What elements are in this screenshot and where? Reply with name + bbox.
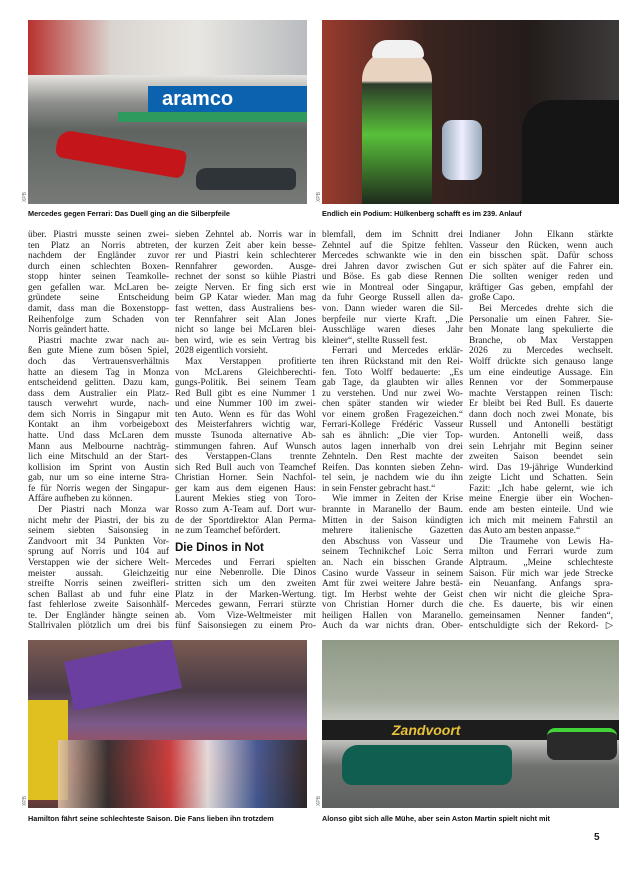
text-line: stopp hinter seinen Teamkolle-	[28, 272, 169, 283]
text-line: Rosso zum A-Team auf. Dort wur-	[175, 505, 316, 516]
text-line: des Verstappen-Clans trennte	[175, 452, 316, 463]
article-paragraph	[469, 304, 613, 537]
text-line: hatte an diesem Tag in Monza	[28, 367, 169, 378]
text-line: zweiten Saison beendet sein	[469, 452, 613, 463]
text-line: Reihenfolge zum Schaden von	[28, 314, 169, 325]
text-line: nicht so lange bei McLaren blei-	[175, 325, 316, 336]
text-line: mehrere italienische Gazetten	[322, 526, 463, 537]
text-line: der kurzen Zeit aber kein besse-	[175, 240, 316, 251]
text-line: milton und Ferrari wurde zum	[469, 547, 613, 558]
section-heading: Die Dinos in Not	[175, 541, 264, 554]
text-line: Zehnteln. Den Rest machte der	[322, 452, 463, 463]
text-line: gab Tage, da glaubten wir alles	[322, 378, 463, 389]
text-line: beim GP Katar wieder. Man mag	[175, 293, 316, 304]
ferrari-car	[55, 129, 188, 179]
text-line: Piastri machte zwar nach au-	[38, 335, 169, 346]
article-paragraph	[322, 346, 463, 494]
text-line: Mercedes und Ferrari spielten	[175, 557, 316, 568]
text-line: nur eine Nebenrolle. Die Dinos	[175, 568, 316, 579]
text-line: entscheidend gelitten. Dazu kam,	[28, 378, 169, 389]
photo-caption: Hamilton fährt seine schlechteste Saison. Die Fans lieben ihn trotzdem	[28, 814, 274, 823]
text-line: Mercedes schwankte wie in den	[322, 251, 463, 262]
text-line: fünf Saisonsiegen zu einem Pro-	[175, 621, 316, 632]
text-line: Casino wurde Vasseur in seinem	[322, 568, 463, 579]
text-line: te. Der Engländer hängte seinen	[28, 610, 169, 621]
text-line: machte Verstappen reinen Tisch:	[469, 388, 613, 399]
text-line: vor einem großen Fragezeichen.“	[322, 409, 463, 420]
text-line: ben Monate lang spekulierte die	[469, 325, 613, 336]
text-line: fast fehlerlose zweite Saisonhälf-	[28, 600, 169, 611]
zandvoort-barrier: Zandvoort	[322, 720, 619, 740]
text-line: Rennen vor der Sommerpause	[469, 378, 613, 389]
text-line: da fuhr George Russell allen da-	[322, 293, 463, 304]
text-line: stimmungen fahren. Auf Wunsch	[175, 441, 316, 452]
text-line: Die Traumehe von Lewis Ha-	[479, 536, 613, 547]
text-line: Ausschläge waren dieses Jahr	[322, 325, 463, 336]
text-line: Saison. Für mich war jede Strecke	[469, 568, 613, 579]
text-line: Affäre aufheben zu können.	[28, 494, 133, 505]
article-paragraph	[175, 357, 316, 537]
text-line: in sein Fenster gebracht hast.“	[322, 483, 436, 494]
photo-alonso-aston-martin	[322, 640, 619, 808]
text-line: wurden. Antonelli weiß, dass	[469, 430, 613, 441]
text-line: stritten sich um den zweiten	[175, 578, 316, 589]
text-line: gründete seine Entscheidung	[28, 293, 169, 304]
text-line: meine Energie über ein Wochen-	[469, 494, 613, 505]
text-line: musste Tsunoda alternative Ab-	[175, 430, 316, 441]
text-line: ger kam aus dem eigenen Haus:	[175, 483, 316, 494]
text-line: Mitten in der Saison kündigten	[322, 515, 463, 526]
photo-credit: XPB	[22, 191, 28, 202]
text-line: ein Neuanfang. Anfangs spra-	[469, 579, 613, 590]
text-line: Indianer John Elkann stärkte	[469, 230, 613, 240]
text-line: Laurent Mekies stieg von Toro-	[175, 494, 316, 505]
trophy	[442, 120, 482, 180]
photo-hamilton-fans	[28, 640, 307, 808]
text-line: Amt für zwei weitere Jahre bestä-	[322, 579, 463, 590]
photo-caption: Alonso gibt sich alle Mühe, aber sein Aston Martin spielt nicht mit	[322, 814, 550, 823]
text-line: Christian Horner. Sein Nachfol-	[175, 473, 316, 484]
text-line: brannte in Maranello der Baum.	[322, 505, 463, 516]
text-line: Zandvoort mit 34 Punkten Vor-	[28, 536, 169, 547]
text-line: Red Bull gibt es eine Nummer 1	[175, 388, 316, 399]
text-line: Vasseur den Rücken, wenn auch	[469, 240, 613, 251]
article-column-2	[175, 230, 316, 632]
text-line: er sich später auf die Fahrer ein.	[469, 261, 613, 272]
text-line: ßen gute Miene zum bösen Spiel,	[28, 346, 169, 357]
driver-figure	[362, 50, 432, 204]
text-line: Mercedes gewann, Ferrari stürzte	[175, 600, 316, 611]
text-line: Er bleibt bei Red Bull. Es dauerte	[469, 399, 613, 410]
text-line: streifte Norris seinen zweifleri-	[28, 579, 169, 590]
article-column-4	[469, 230, 613, 632]
text-line: ein bisschen spät. Dafür schoss	[469, 251, 613, 262]
text-line: über. Piastri musste seinen zwei-	[28, 230, 169, 240]
page-number: 5	[594, 832, 600, 843]
sauber-car	[547, 728, 617, 760]
text-line: fen. Toto Wolff bedauerte: „Es	[322, 367, 463, 378]
text-line: Rennfahrer geworden. Ausge-	[175, 261, 316, 272]
text-line: durch einen schlechten Boxen-	[28, 261, 169, 272]
green-barrier	[118, 112, 307, 122]
text-line: und Böse. Es gab diese Rennen	[322, 272, 463, 283]
text-line: seinem siebten Saisonsieg in	[28, 526, 169, 537]
text-line: nachdem der Engländer zuvor	[28, 251, 169, 262]
text-line: kräftiger Gas geben, empfahl der	[469, 282, 613, 293]
text-line: von Christian Horner durch die	[322, 600, 463, 611]
text-line: sah es ähnlich: „Die vier Top-	[322, 430, 463, 441]
text-line: seinem Technikchef Loic Serra	[322, 547, 463, 558]
text-line: und eine Nummer 100 im zwei-	[175, 399, 316, 410]
cap	[372, 40, 424, 58]
text-line: hatte. Und dass McLaren dem	[28, 430, 169, 441]
article-paragraph	[322, 230, 463, 346]
text-line: von McLarens Gleichberechti-	[175, 367, 316, 378]
photo-mercedes-ferrari	[28, 20, 307, 204]
text-line: wie in Montreal oder Singapur,	[322, 282, 463, 293]
article-paragraph	[175, 230, 316, 357]
text-line: ich mich mit meinem Fahrstil an	[469, 515, 613, 526]
text-line: autos lagen innerhalb von drei	[322, 441, 463, 452]
text-line: den Abschuss von Vasseur und	[322, 536, 463, 547]
text-line: tigt. Im Herbst wehte der Geist	[322, 589, 463, 600]
flag-purple	[64, 640, 182, 711]
text-line: Wolff drückte sich genauso lange	[469, 356, 613, 367]
photo-caption: Endlich ein Podium: Hülkenberg schafft es im 239. Anlauf	[322, 209, 522, 218]
grandstand	[28, 20, 307, 75]
text-line: Verstappen wie der sichere Welt-	[28, 557, 169, 568]
text-line: gungs-Politik. Bei seinem Team	[175, 378, 316, 389]
aston-martin-car	[342, 745, 512, 785]
text-line: Branche, ob Max Verstappen	[469, 335, 613, 346]
text-line: doch das Vertrauensverhältnis	[28, 356, 169, 367]
text-line: gab, nur um so eine interne Stra-	[28, 473, 169, 484]
text-line: tausch verwehrt wurde, nach-	[28, 399, 169, 410]
text-line: wird. Das 19-jährige Wunderkind	[469, 462, 613, 473]
text-line: drei Jahren davor zwischen Gut	[322, 261, 463, 272]
text-line: gen gefallen war. McLaren be-	[28, 282, 169, 293]
text-line: zeigte Nerven. Er fing sich erst	[175, 282, 316, 293]
text-line: de der Sportdirektor Alan Perma-	[175, 515, 316, 526]
text-line: nicht mehr der Piastri, der bis zu	[28, 515, 169, 526]
text-line: ab. Vom Vize-Weltmeister mit	[175, 610, 316, 621]
photo-caption: Mercedes gegen Ferrari: Das Duell ging an die Silberpfeile	[28, 209, 230, 218]
text-line: heiligen Hallen von Maranello.	[322, 610, 463, 621]
text-line: gemeinsamen Nenner fanden“,	[469, 610, 613, 621]
text-line: ter Rennfahrer seit Alan Jones	[175, 314, 316, 325]
text-line: Zehntel auf die Spitze fehlten.	[322, 240, 463, 251]
text-line: fast wetten, dass Australiens bes-	[175, 304, 316, 315]
text-line: Bei Mercedes drehte sich die	[479, 304, 613, 315]
text-line: zu verstehen. Und nur zwei Wo-	[322, 388, 463, 399]
text-line: Ferrari und Mercedes erklär-	[332, 346, 463, 357]
text-line: rechnet der sonst so kühle Piastri	[175, 272, 316, 283]
text-line: Mann aus Melbourne nachträg-	[28, 441, 169, 452]
text-line: damit, dass man die Boxenstopp-	[28, 304, 169, 315]
text-line: dass dem Australier ein Platz-	[28, 388, 169, 399]
text-line: dann doch noch zwei Monate, bis	[469, 409, 613, 420]
article-paragraph	[28, 230, 169, 336]
text-line: sieben Zehntel ab. Norris war in	[175, 230, 316, 240]
aramco-banner: aramco	[148, 86, 307, 112]
text-line: Fazit: „Ich habe gelernt, wie ich	[469, 483, 613, 494]
text-line: ben wird, wie es sein Vertrag bis	[175, 335, 316, 346]
text-line: Russell und Antonelli bestätigt	[469, 420, 613, 431]
text-line: das Auto am besten anpasse.“	[469, 526, 581, 537]
photo-credit: XPB	[22, 795, 28, 806]
text-line: Max Verstappen profitierte	[185, 356, 316, 367]
text-line: berpfeile nur vierte Kraft. „Die	[322, 314, 463, 325]
mercedes-car	[196, 168, 296, 190]
article-column-3	[322, 230, 463, 632]
text-line: Die sollten weniger reden und	[469, 272, 613, 283]
photo-huelkenberg-podium	[322, 20, 619, 204]
text-line: ten ihren Rückstand mit den Rei-	[322, 356, 463, 367]
camera-operator	[522, 100, 619, 204]
text-line: entschuldigte sich der Rekord- ▷	[469, 621, 613, 632]
text-line: 2026 zu Mercedes wechselt.	[469, 346, 613, 357]
text-line: um eine eindeutige Aussage. Ein	[469, 367, 613, 378]
text-line: ten Auto. Wenn es für das Wohl	[175, 409, 316, 420]
text-line: Personalie um einen Fahrer. Sie-	[469, 314, 613, 325]
text-line: große Capo.	[469, 293, 515, 304]
text-line: schen Ballast ab und fuhr eine	[28, 589, 169, 600]
text-line: ne zum Teamchef befördert.	[175, 526, 281, 537]
text-line: Stallrivalen plötzlich um drei bis	[28, 621, 169, 632]
text-line: blemfall, dem im Schnitt drei	[322, 230, 463, 240]
text-line: dem sich Norris in Singapur mit	[28, 409, 169, 420]
text-line: tel sein, je nachdem wie du ihn	[322, 473, 463, 484]
text-line: Kontakt an ihm vorbeigeboxt	[28, 420, 169, 431]
text-line: fe für Norris wegen der Singapur-	[28, 483, 169, 494]
text-line: che. Es dauerte, bis wir einen	[469, 600, 613, 611]
article-paragraph	[175, 558, 316, 632]
text-line: chen später standen wir wieder	[322, 399, 463, 410]
text-line: Norris geändert hatte.	[28, 325, 110, 336]
text-line: sprung auf Norris und 104 auf	[28, 547, 169, 558]
photo-credit: XPB	[316, 191, 322, 202]
text-line: lich eine Mitschuld an der Start-	[28, 452, 169, 463]
text-line: an. Nach ein bisschen Grande	[322, 557, 463, 568]
article-paragraph	[28, 336, 169, 505]
text-line: des Meisterfahrers wichtig war,	[175, 420, 316, 431]
text-line: kollision im Sprint von Austin	[28, 462, 169, 473]
text-line: Alptraum. „Meine schlechteste	[469, 557, 613, 568]
text-line: Wie immer in Zeiten der Krise	[332, 494, 463, 505]
text-line: von. Dann wieder waren die Sil-	[322, 304, 463, 315]
text-line: chen wir nicht die gleiche Spra-	[469, 589, 613, 600]
article-paragraph	[469, 537, 613, 632]
text-line: ende am besten einteile. Und wie	[469, 505, 613, 516]
text-line: zeigte Licht und Schatten. Sein	[469, 473, 613, 484]
text-line: sein Lehrjahr mit Beginn seiner	[469, 441, 613, 452]
text-line: kleiner“, stellte Russell fest.	[322, 335, 428, 346]
text-line: Ferrari-Kollege Frédéric Vasseur	[322, 420, 463, 431]
text-line: meister aussah. Gleichzeitig	[28, 568, 169, 579]
text-line: rer und Piastri kein schlechterer	[175, 251, 316, 262]
article-paragraph	[28, 505, 169, 632]
text-line: Der Piastri nach Monza war	[38, 505, 169, 516]
text-line: Auch da war nichts dran. Ober-	[322, 621, 463, 632]
article-column-1	[28, 230, 169, 632]
photo-credit: XPB	[316, 795, 322, 806]
article-paragraph	[469, 230, 613, 304]
article-paragraph	[322, 494, 463, 632]
text-line: Reifen. Das konnten sieben Zehn-	[322, 462, 463, 473]
fan-crowd	[58, 740, 307, 808]
text-line: sich Red Bull auch von Teamchef	[175, 462, 316, 473]
text-line: 2028 eigentlich vorsieht.	[175, 346, 268, 357]
text-line: ten Platz an Norris abtreten,	[28, 240, 169, 251]
text-line: Platz in der Marken-Wertung.	[175, 589, 316, 600]
